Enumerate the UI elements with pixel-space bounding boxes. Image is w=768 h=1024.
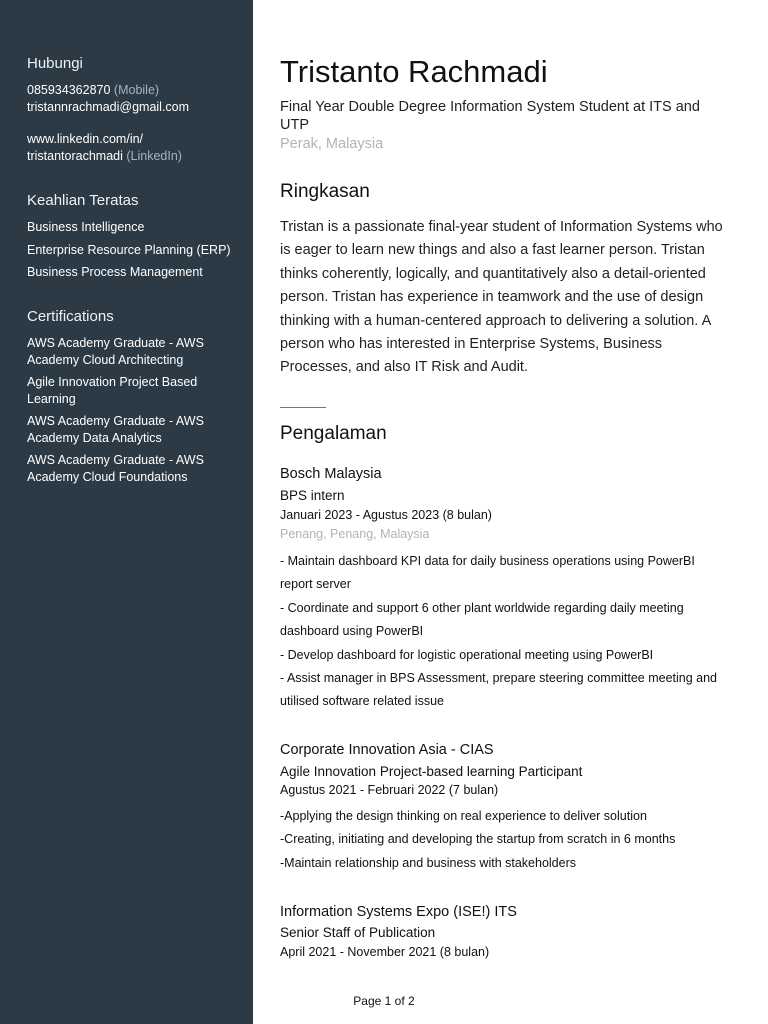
experience-bullet: - Develop dashboard for logistic operational meeting using PowerBI bbox=[280, 647, 654, 662]
experience-dates: Januari 2023 - Agustus 2023 (8 bulan) bbox=[280, 508, 492, 522]
contact-phone-line bbox=[27, 82, 159, 98]
experience-bullet: - Coordinate and support 6 other plant worldwide regarding daily meeting dashboard using PowerBI bbox=[280, 600, 684, 639]
experience-role: Senior Staff of Publication bbox=[280, 925, 436, 940]
experience-bullet: -Applying the design thinking on real experience to deliver solution bbox=[280, 809, 647, 823]
skill-item: Enterprise Resource Planning (ERP) bbox=[27, 243, 231, 257]
certification-item: AWS Academy Graduate - AWS Academy Cloud Foundations bbox=[27, 453, 204, 484]
skill-item: Business Process Management bbox=[27, 265, 203, 279]
certification-item: Agile Innovation Project Based Learning bbox=[27, 375, 198, 406]
experience-bullets bbox=[280, 550, 730, 714]
profile-location: Perak, Malaysia bbox=[280, 136, 384, 152]
profile-name: Tristanto Rachmadi bbox=[280, 54, 548, 89]
experience-company: Information Systems Expo (ISE!) ITS bbox=[280, 904, 517, 920]
contact-email[interactable]: tristannrachmadi@gmail.com bbox=[27, 100, 190, 114]
experience-role: Agile Innovation Project-based learning Participant bbox=[280, 764, 583, 779]
skill-item: Business Intelligence bbox=[27, 220, 145, 234]
sidebar bbox=[0, 0, 253, 1024]
page-number: Page 1 of 2 bbox=[353, 994, 415, 1008]
experience-bullet: -Maintain relationship and business with stakeholders bbox=[280, 855, 576, 870]
contact-linkedin-label: (LinkedIn) bbox=[126, 149, 182, 163]
certification-item: AWS Academy Graduate - AWS Academy Cloud Architecting bbox=[27, 336, 204, 367]
profile-headline: Final Year Double Degree Information System Student at ITS and UTP bbox=[280, 99, 700, 133]
experience-company: Corporate Innovation Asia - CIAS bbox=[280, 742, 494, 758]
contact-linkedin-handle[interactable]: tristantorachmadi bbox=[27, 149, 123, 163]
skills-heading: Keahlian Teratas bbox=[27, 192, 139, 209]
experience-company: Bosch Malaysia bbox=[280, 466, 382, 482]
contact-phone-label: (Mobile) bbox=[113, 83, 160, 97]
experience-bullet: - Maintain dashboard KPI data for daily business operations using PowerBI report server bbox=[280, 554, 695, 592]
experience-bullets bbox=[280, 805, 730, 875]
experience-bullet: - Assist manager in BPS Assessment, prepare steering committee meeting and utilised software related issue bbox=[280, 671, 718, 709]
summary-heading: Ringkasan bbox=[280, 181, 370, 202]
experience-role: BPS intern bbox=[280, 488, 345, 503]
summary-text: Tristan is a passionate final-year student of Information Systems who is eager to learn new things and also a fast learner person. Tristan thinks coherently, logically, and quantitatively also a detail-oriented person. Tristan has experience in teamwork and the use of design thinking with a human-centered approach to delivering a solution. A person who has interested in Enterprise Systems, Business Processes, and also IT Risk and Audit. bbox=[280, 219, 723, 376]
experience-heading: Pengalaman bbox=[280, 423, 387, 444]
section-divider bbox=[280, 407, 326, 408]
certifications-heading: Certifications bbox=[27, 308, 114, 325]
contact-linkedin-line1[interactable]: www.linkedin.com/in/ bbox=[27, 132, 144, 146]
experience-bullet: -Creating, initiating and developing the startup from scratch in 6 months bbox=[280, 832, 676, 847]
experience-dates: April 2021 - November 2021 (8 bulan) bbox=[280, 945, 490, 959]
contact-heading: Hubungi bbox=[27, 55, 83, 72]
contact-linkedin-line2 bbox=[27, 148, 182, 164]
certification-item: AWS Academy Graduate - AWS Academy Data Analytics bbox=[27, 414, 204, 445]
experience-location: Penang, Penang, Malaysia bbox=[280, 527, 430, 541]
contact-phone[interactable]: 085934362870 bbox=[27, 83, 111, 97]
experience-dates: Agustus 2021 - Februari 2022 (7 bulan) bbox=[280, 783, 499, 797]
